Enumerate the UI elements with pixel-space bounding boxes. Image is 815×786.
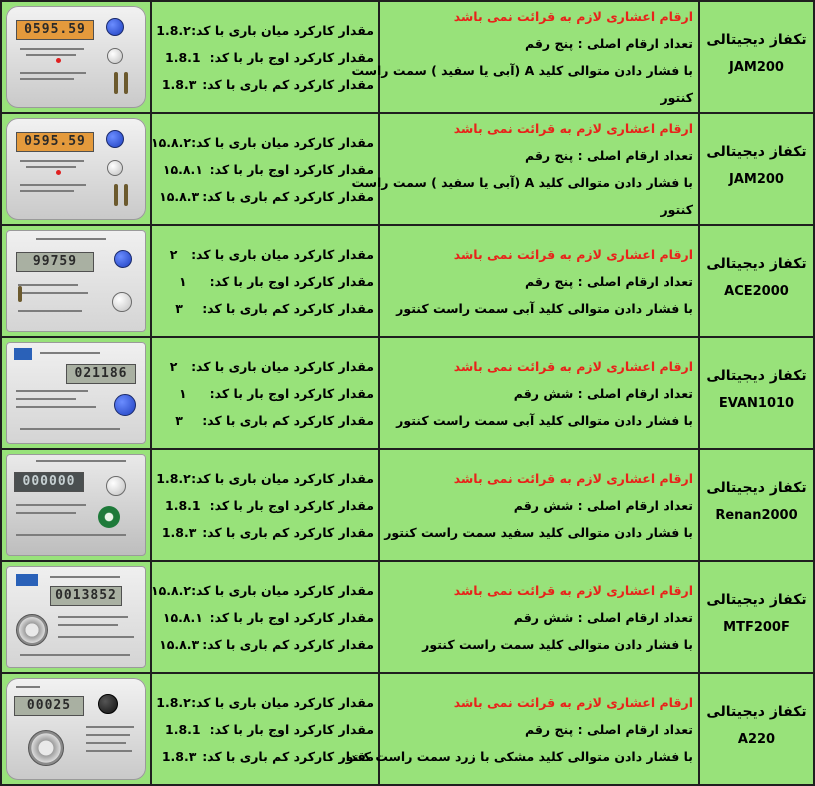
white-button-icon: [107, 160, 123, 176]
label-line: [18, 310, 82, 312]
label-line: [50, 576, 120, 578]
code-row: [156, 71, 374, 98]
code-row: [156, 156, 374, 183]
label-line: [58, 636, 134, 638]
meter-photo-mtf200f: [6, 566, 146, 668]
decimal-warning: ارقام اعشاری لازم به قرائت نمی باشد: [453, 246, 693, 262]
button-instruction: با فشار دادن متوالی کلید آبی سمت راست کنتور: [396, 300, 693, 316]
button-instruction: با فشار دادن متوالی کلید سفید سمت راست کنتور: [384, 524, 693, 540]
description-cell: [379, 337, 699, 449]
terminal-icon: [114, 72, 118, 94]
meter-model: JAM200: [729, 60, 784, 75]
code-value: 1.8.۳: [161, 76, 197, 92]
label-line: [86, 726, 134, 728]
label-line: [36, 238, 106, 240]
label-line: [16, 686, 40, 688]
label-line: [18, 292, 88, 294]
meter-photo-renan2000: [6, 454, 146, 556]
code-row: [156, 465, 374, 492]
description-cell: [379, 449, 699, 561]
code-value: 1.8.۲: [156, 22, 191, 38]
meter-display: 000000: [14, 472, 84, 492]
code-row: [156, 353, 374, 380]
terminal-icon: [18, 286, 22, 302]
meter-type: تکفاز دیجیتالی: [706, 368, 807, 384]
rotary-dial-icon: [28, 730, 64, 766]
label-line: [86, 734, 130, 736]
button-instruction: با فشار دادن متوالی کلید A (آبی یا سفید ) سمت راست: [351, 175, 693, 190]
code-label: مقدار کارکرد اوج بار با کد:: [209, 497, 374, 513]
white-button-icon: [107, 48, 123, 64]
code-value: 1.8.1: [165, 721, 201, 737]
label-line: [20, 428, 120, 430]
digit-count: تعداد ارقام اصلی : پنج رقم: [524, 273, 693, 289]
code-row: [156, 519, 374, 546]
model-cell: [699, 449, 814, 561]
code-label: مقدار کارکرد کم باری با کد:: [202, 524, 374, 540]
blue-button-icon: [106, 130, 124, 148]
meter-model: ACE2000: [724, 284, 789, 299]
decimal-warning: ارقام اعشاری لازم به قرائت نمی باشد: [453, 9, 693, 24]
codes-cell: [151, 113, 379, 225]
code-label: مقدار کارکرد کم باری با کد:: [202, 188, 374, 204]
table-row: [1, 449, 814, 561]
meter-type: تکفاز دیجیتالی: [706, 480, 807, 496]
table-row: [1, 337, 814, 449]
meter-photo-jam200: [6, 6, 146, 108]
code-value: ۱: [179, 385, 187, 401]
table-row: [1, 1, 814, 113]
meter-image-cell: [1, 337, 151, 449]
code-label: مقدار کارکرد اوج بار با کد:: [209, 161, 374, 177]
terminal-icon: [124, 72, 128, 94]
meter-photo-jam200: [6, 118, 146, 220]
meter-display: 0595.59: [16, 132, 94, 152]
meter-model: Renan2000: [715, 508, 798, 523]
decimal-warning: ارقام اعشاری لازم به قرائت نمی باشد: [453, 694, 693, 710]
label-line: [26, 166, 76, 168]
code-row: [156, 380, 374, 407]
code-label: مقدار کارکرد میان باری با کد:: [191, 694, 374, 710]
decimal-warning: ارقام اعشاری لازم به قرائت نمی باشد: [453, 582, 693, 598]
meter-image-cell: [1, 113, 151, 225]
code-label: مقدار کارکرد کم باری با کد:: [202, 748, 374, 764]
code-row: [156, 631, 374, 658]
meter-type: تکفاز دیجیتالی: [706, 144, 807, 160]
model-cell: [699, 1, 814, 113]
label-line: [20, 184, 86, 186]
code-value: 1.8.۲: [156, 694, 191, 710]
meter-display: 021186: [66, 364, 136, 384]
code-value: ۱۵.۸.۳: [159, 636, 200, 652]
digit-count: تعداد ارقام اصلی : شش رقم: [513, 385, 693, 401]
code-row: [156, 407, 374, 434]
code-value: ۱۵.۸.۲: [151, 582, 192, 598]
code-label: مقدار کارکرد کم باری با کد:: [202, 636, 374, 652]
blue-button-icon: [106, 18, 124, 36]
digit-count: تعداد ارقام اصلی : پنج رقم: [524, 721, 693, 737]
code-label: مقدار کارکرد میان باری با کد:: [191, 358, 374, 374]
label-line: [20, 160, 84, 162]
label-line: [20, 190, 74, 192]
meter-image-cell: [1, 225, 151, 337]
code-row: [151, 129, 374, 156]
description-cell: [351, 1, 699, 113]
description-cell: [379, 561, 699, 673]
black-button-icon: [98, 694, 118, 714]
button-instruction-cont: کنتور: [660, 90, 693, 105]
code-label: مقدار کارکرد اوج بار با کد:: [209, 273, 374, 289]
label-line: [16, 534, 126, 536]
button-instruction: با فشار دادن متوالی کلید مشکی با زرد سمت راست کنتور: [338, 748, 693, 764]
model-cell: [699, 113, 814, 225]
code-value: 1.8.۳: [161, 748, 197, 764]
code-label: مقدار کارکرد میان باری با کد:: [191, 246, 374, 262]
codes-cell: [151, 561, 379, 673]
label-line: [16, 390, 88, 392]
code-label: مقدار کارکرد اوج بار با کد:: [209, 385, 374, 401]
meter-image-cell: [1, 1, 151, 113]
white-button-icon: [112, 292, 132, 312]
codes-cell: [151, 337, 379, 449]
digit-count: تعداد ارقام اصلی : پنج رقم: [524, 36, 693, 51]
label-line: [40, 352, 100, 354]
button-instruction: با فشار دادن متوالی کلید سمت راست کنتور: [422, 636, 693, 652]
code-row: [156, 604, 374, 631]
label-line: [20, 72, 86, 74]
description-cell: [351, 113, 699, 225]
label-line: [16, 512, 76, 514]
label-line: [20, 48, 84, 50]
label-line: [18, 284, 78, 286]
code-row: [156, 689, 374, 716]
code-value: ۱۵.۸.۱: [162, 609, 203, 625]
code-value: ۲: [169, 246, 178, 262]
button-instruction: با فشار دادن متوالی کلید آبی سمت راست کنتور: [396, 412, 693, 428]
led-icon: [56, 58, 61, 63]
digit-count: تعداد ارقام اصلی : شش رقم: [513, 609, 693, 625]
code-row: [156, 295, 374, 322]
code-label: مقدار کارکرد اوج بار با کد:: [209, 721, 374, 737]
meter-model: A220: [737, 732, 776, 747]
meter-photo-ace2000: [6, 230, 146, 332]
label-line: [26, 54, 76, 56]
terminal-icon: [124, 184, 128, 206]
brand-logo-icon: [16, 574, 38, 586]
meter-image-cell: [1, 673, 151, 785]
code-value: ۱: [179, 273, 187, 289]
code-label: مقدار کارکرد اوج بار با کد:: [209, 49, 374, 65]
meter-model: JAM200: [729, 172, 784, 187]
white-button-icon: [106, 476, 126, 496]
decimal-warning: ارقام اعشاری لازم به قرائت نمی باشد: [453, 470, 693, 486]
code-row: [156, 241, 374, 268]
code-value: ۳: [175, 300, 183, 316]
meter-model: EVAN1010: [718, 396, 795, 411]
label-line: [86, 750, 132, 752]
table-row: [1, 561, 814, 673]
meter-type: تکفاز دیجیتالی: [706, 32, 807, 48]
code-label: مقدار کارکرد میان باری با کد:: [191, 134, 374, 150]
meter-display: 0013852: [50, 586, 122, 606]
label-line: [36, 460, 126, 462]
model-cell: [699, 673, 814, 785]
description-cell: [379, 225, 699, 337]
table-row: [1, 225, 814, 337]
code-value: 1.8.1: [165, 49, 201, 65]
brand-logo-icon: [14, 348, 32, 360]
table-row: [1, 673, 814, 785]
meter-type: تکفاز دیجیتالی: [706, 592, 807, 608]
code-row: [156, 492, 374, 519]
rotary-dial-icon: [16, 614, 48, 646]
label-line: [20, 654, 130, 656]
digit-count: تعداد ارقام اصلی : شش رقم: [513, 497, 693, 513]
code-row: [156, 183, 374, 210]
label-line: [86, 742, 126, 744]
code-row: [151, 577, 374, 604]
button-instruction: با فشار دادن متوالی کلید A (آبی یا سفید ) سمت راست: [351, 63, 693, 78]
code-label: مقدار کارکرد میان باری با کد:: [191, 470, 374, 486]
code-value: 1.8.۲: [156, 470, 191, 486]
meter-photo-evan1010: [6, 342, 146, 444]
label-line: [58, 624, 118, 626]
meter-type: تکفاز دیجیتالی: [706, 704, 807, 720]
button-instruction-cont: کنتور: [660, 202, 693, 217]
model-cell: [699, 337, 814, 449]
code-value: ۳: [175, 412, 183, 428]
code-value: 1.8.1: [165, 497, 201, 513]
blue-button-icon: [114, 394, 136, 416]
code-label: مقدار کارکرد اوج بار با کد:: [209, 609, 374, 625]
table-row: [1, 113, 814, 225]
blue-button-icon: [114, 250, 132, 268]
code-row: [156, 716, 374, 743]
code-label: مقدار کارکرد کم باری با کد:: [202, 412, 374, 428]
label-line: [58, 616, 128, 618]
codes-cell: [151, 1, 379, 113]
label-line: [20, 78, 74, 80]
digit-count: تعداد ارقام اصلی : پنج رقم: [524, 148, 693, 163]
code-value: ۱۵.۸.۱: [162, 161, 203, 177]
code-value: ۱۵.۸.۳: [159, 188, 200, 204]
code-value: ۱۵.۸.۲: [151, 134, 192, 150]
meter-display: 00025: [14, 696, 84, 716]
label-line: [16, 406, 96, 408]
meter-model: MTF200F: [723, 620, 790, 635]
meter-display: 0595.59: [16, 20, 94, 40]
meter-type: تکفاز دیجیتالی: [706, 256, 807, 272]
decimal-warning: ارقام اعشاری لازم به قرائت نمی باشد: [453, 358, 693, 374]
codes-cell: [151, 449, 379, 561]
meter-image-cell: [1, 561, 151, 673]
model-cell: [699, 225, 814, 337]
model-cell: [699, 561, 814, 673]
code-row: [156, 17, 374, 44]
code-label: مقدار کارکرد میان باری با کد:: [191, 22, 374, 38]
code-value: 1.8.۳: [161, 524, 197, 540]
decimal-warning: ارقام اعشاری لازم به قرائت نمی باشد: [453, 121, 693, 136]
meter-photo-a220: [6, 678, 146, 780]
description-cell: [338, 673, 699, 785]
code-label: مقدار کارکرد کم باری با کد:: [202, 76, 374, 92]
label-line: [16, 398, 76, 400]
meter-image-cell: [1, 449, 151, 561]
label-line: [16, 504, 86, 506]
code-label: مقدار کارکرد میان باری با کد:: [191, 582, 374, 598]
led-icon: [56, 170, 61, 175]
code-label: مقدار کارکرد کم باری با کد:: [202, 300, 374, 316]
code-value: ۲: [169, 358, 178, 374]
terminal-icon: [114, 184, 118, 206]
codes-cell: [151, 225, 379, 337]
meter-display: 99759: [16, 252, 94, 272]
code-row: [156, 44, 374, 71]
code-row: [156, 268, 374, 295]
optical-port-icon: [98, 506, 120, 528]
